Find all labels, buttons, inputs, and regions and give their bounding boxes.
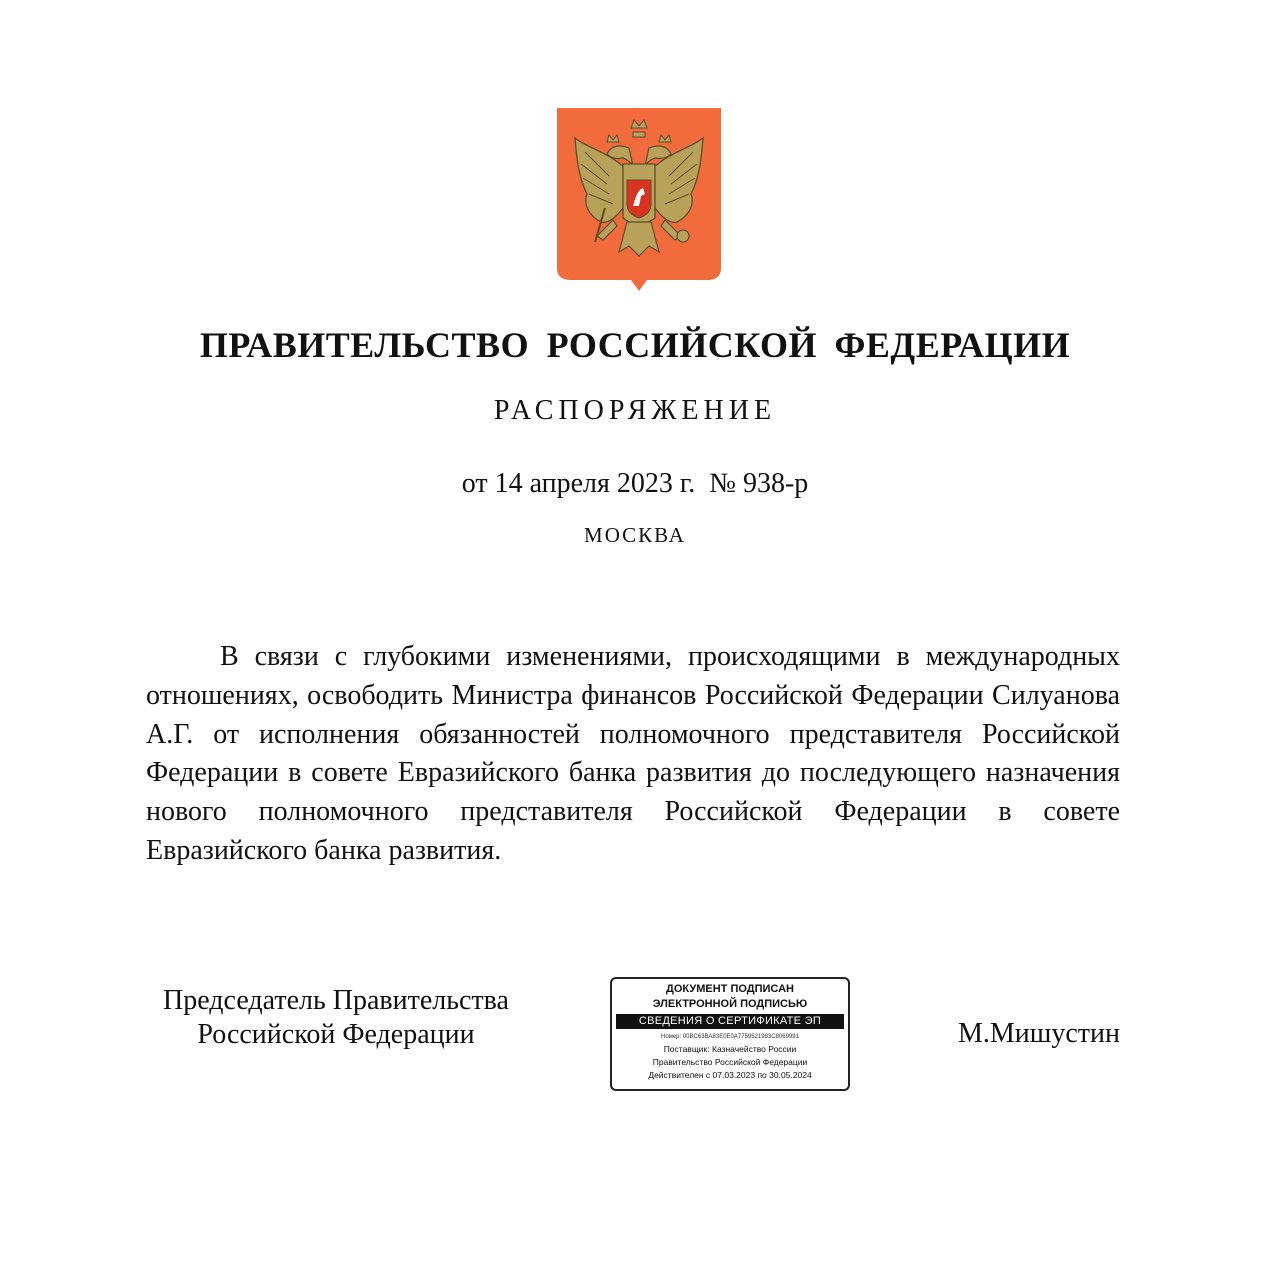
- stamp-line1: ДОКУМЕНТ ПОДПИСАН: [666, 983, 794, 995]
- document-number: № 938-р: [709, 468, 809, 499]
- document-type: РАСПОРЯЖЕНИЕ: [493, 395, 777, 426]
- stamp-validity: Действителен с 07.03.2023 по 30.05.2024: [648, 1070, 812, 1080]
- stamp-owner: Правительство Российской Федерации: [652, 1057, 808, 1067]
- document-date: от 14 апреля 2023 г.: [461, 468, 696, 499]
- document-city: МОСКВА: [584, 523, 686, 547]
- stamp-issuer: Поставщик: Казначейство России: [663, 1044, 797, 1054]
- stamp-line2: ЭЛЕКТРОННОЙ ПОДПИСЬЮ: [652, 998, 808, 1010]
- stamp-certificate-bar: СВЕДЕНИЯ О СЕРТИФИКАТЕ ЭП: [616, 1014, 844, 1029]
- stamp-serial: Номер: 00BC63BA83E0E0A7759521983C8069991: [661, 1034, 799, 1040]
- document-date-line: [0, 468, 1270, 500]
- document-body: В связи с глубокими изменениями, происходящими в международных отношениях, освободить Министра финансов Российской Федерации Силуанова А.Г. от исполнения обязанностей полномочного представителя Российской Федерации в совете Евразийского банка развития до последующего назначения нового полномочного представителя Российской Федерации в совете Евразийского банка развития.: [146, 641, 1120, 866]
- electronic-signature-stamp: [610, 977, 850, 1091]
- coat-of-arms-emblem: [557, 108, 721, 292]
- signer-position: [136, 984, 536, 1052]
- signer-position-line1: Председатель Правительства: [163, 985, 509, 1016]
- signer-name: М.Мишустин: [958, 1018, 1120, 1049]
- signer-position-line2: Российской Федерации: [197, 1019, 475, 1050]
- government-title: ПРАВИТЕЛЬСТВО РОССИЙСКОЙ ФЕДЕРАЦИИ: [199, 325, 1071, 365]
